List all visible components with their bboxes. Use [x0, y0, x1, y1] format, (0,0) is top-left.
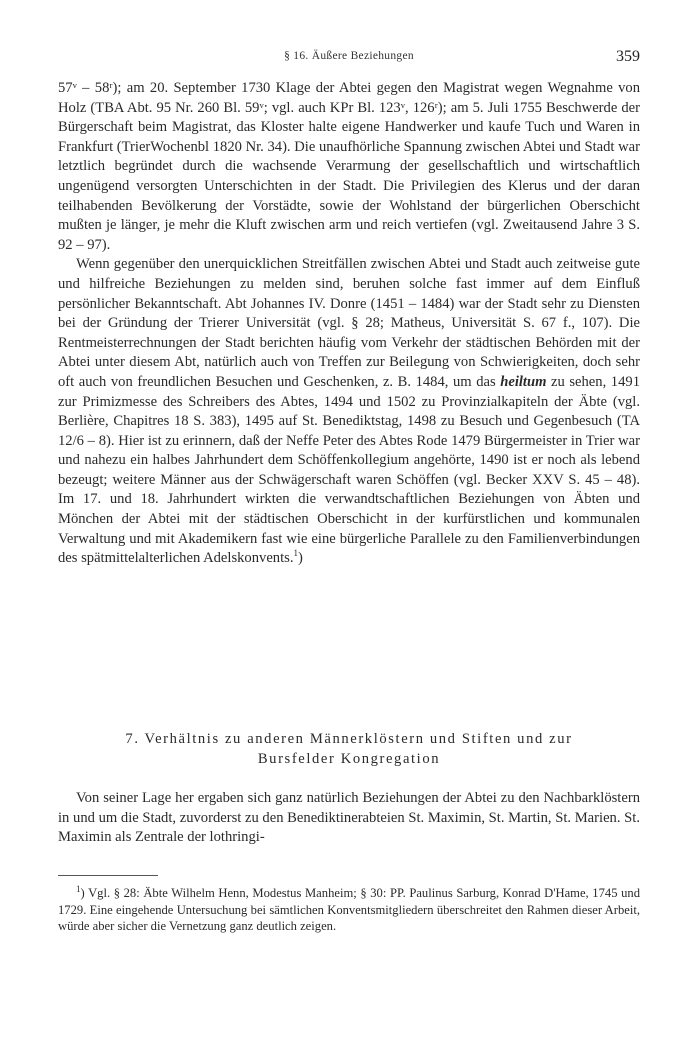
page-header: [58, 48, 640, 68]
section-text: [58, 789, 640, 848]
page-number: 359: [616, 48, 640, 65]
footnote-1-mark: 1: [76, 883, 81, 894]
main-text: [58, 79, 640, 569]
running-head: § 16. Äußere Beziehungen: [284, 50, 414, 62]
footnote-1-text: ) Vgl. § 28: Äbte Wilhelm Henn, Modestus Manheim; § 30: PP. Paulinus Sarburg, Konrad D'Hame, 1745 und 1729. Eine eingehende Untersuchung bei sämtlichen Konventsmitgliedern überschreitet den Rahmen dieser Arbeit, würde aber sicher die Vernetzung ganz deutlich zeigen.: [58, 886, 640, 934]
paragraph-2-part-b: zu sehen, 1491 zur Primizmesse des Schreibers des Abtes, 1494 und 1502 zu Provinzialkapiteln der Äbte (vgl. Berlière, Chapitres 18 S. 383), 1495 auf St. Benediktstag, 1498 zu Besuch und Gegenbesuch (TA 12/6 – 8). Hier ist zu erinnern, daß der Neffe Peter des Abtes Rode 1479 Bürgermeister in Trier war und nahezu ein halbes Jahrhundert dem Schöffenkollegium angehörte, 1490 ist er noch als lebend bezeugt; weitere Männer aus der Schwägerschaft waren Schöffen (vgl. Becker XXV S. 45 – 48). Im 17. und 18. Jahrhundert wirkten die verwandtschaftlichen Beziehungen von Äbten und Mönchen der Abtei mit der städtischen Oberschicht in der kurfürstlichen und kommunalen Verwaltung und mit Akademikern fast wie eine bürgerliche Parallele zu den Familienverbindungen des spätmittelalterlichen Adelskonvents.: [58, 373, 640, 567]
paragraph-2-part-a: Wenn gegenüber den unerquicklichen Streitfällen zwischen Abtei und Stadt auch zeitweise gute und hilfreiche Beziehungen zu melden sind, beruhen solche fast immer auf dem Einfluß persönlicher Bekanntschaft. Abt Johannes IV. Donre (1451 – 1484) war der Stadt sehr zu Diensten bei der Gründung der Trierer Universität (vgl. § 28; Matheus, Universität S. 67 f., 107). Die Rentmeisterrechnungen der Stadt berichten häufig vom Verkehr der städtischen Behörden mit der Abtei unter diesem Abt, natürlich auch von Treffen zur Beilegung von Schwierigkeiten, doch sehr oft auch von freundlichen Besuchen und Geschenken, z. B. 1484, um das: [58, 256, 640, 390]
emphasis-heiltum: heiltum: [500, 373, 547, 390]
footnote-divider: [58, 875, 158, 876]
footnotes: [58, 885, 640, 935]
footnote-reference[interactable]: 1: [293, 548, 298, 559]
footnote-1: [58, 885, 640, 935]
section-paragraph-1: Von seiner Lage her ergaben sich ganz natürlich Beziehungen der Abtei zu den Nachbarklöstern in und um die Stadt, zuvorderst zu den Benediktinerabteien St. Maximin, St. Martin, St. Marien. St. Maximin als Zentrale der lothringi-: [58, 790, 640, 846]
paragraph-2-end: ): [297, 550, 303, 567]
paragraph-2: [58, 255, 640, 569]
section-heading-line-1: 7. Verhältnis zu anderen Männerklöstern und Stiften und zur: [125, 731, 573, 747]
paragraph-1: 57ᵛ – 58ʳ); am 20. September 1730 Klage der Abtei gegen den Magistrat wegen Wegnahme von Holz (TBA Abt. 95 Nr. 260 Bl. 59ᵛ; vgl. auch KPr Bl. 123ᵛ, 126ʳ); am 5. Juli 1755 Beschwerde der Bürgerschaft beim Magistrat, das Kloster halte eigene Handwerker und kaufe Tuch und Waren in Frankfurt (TrierWochenbl 1820 Nr. 34). Die unaufhörliche Spannung zwischen Abtei und Stadt war letztlich begründet durch die wachsende Verarmung der gesellschaftlich und wirtschaftlich ungenügend versorgten Unterschichten in der Stadt. Die Privilegien des Klerus und der daran teilhabenden Bevölkerung der Vorstädte, sowie der Wohlstand der bürgerlichen Oberschicht mußten je länger, je mehr die Kluft zwischen arm und reich vertiefen (vgl. Zweitausend Jahre 3 S. 92 – 97).: [58, 80, 640, 253]
section-heading-line-2: Bursfelder Kongregation: [257, 750, 441, 767]
section-heading: [58, 730, 640, 769]
